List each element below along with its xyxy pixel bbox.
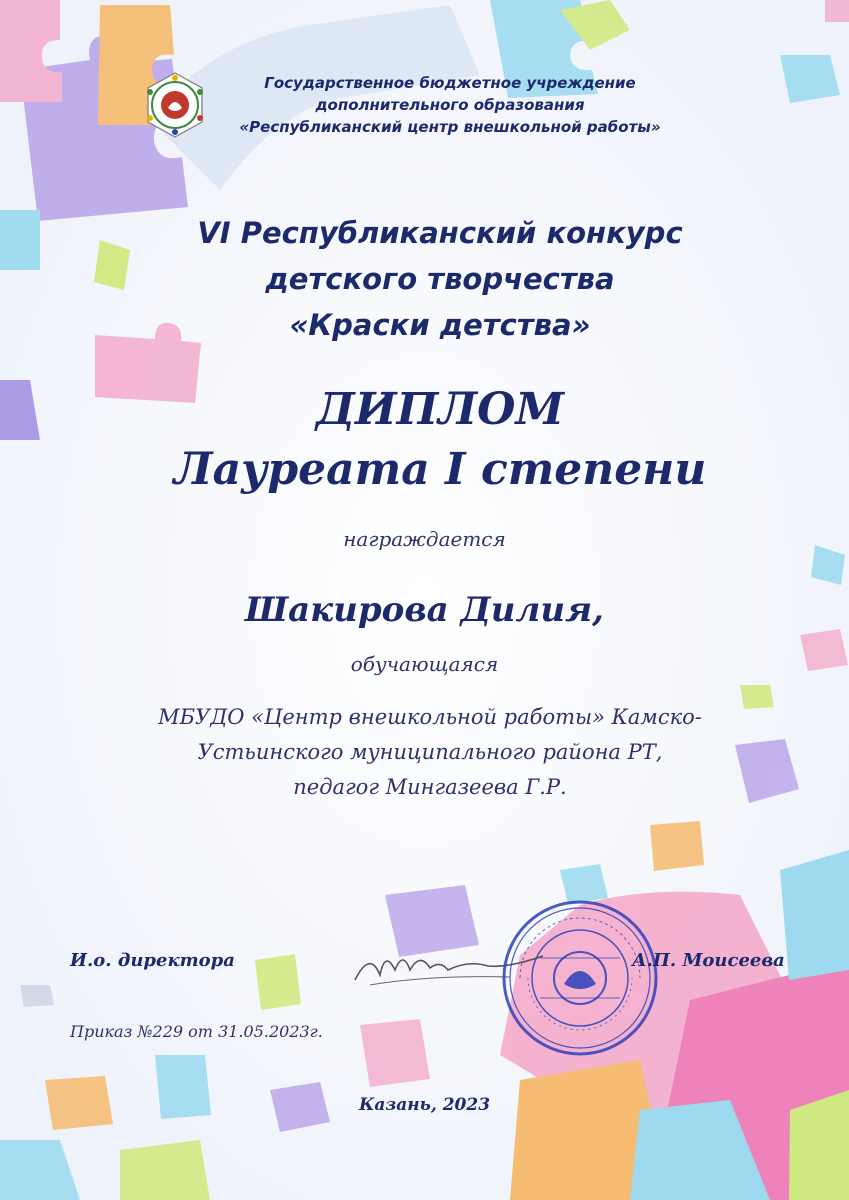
school-line-3: педагог Мингазеева Г.Р. (293, 775, 567, 799)
org-line-1: Государственное бюджетное учреждение (264, 74, 636, 92)
director-name: А.П. Моисеева (632, 950, 785, 971)
school-line-2: Устьинского муниципального района РТ, (197, 740, 663, 764)
director-title: И.о. директора (70, 950, 235, 971)
diploma-heading (40, 380, 840, 500)
diploma-degree: Лауреата I степени (173, 444, 707, 495)
org-line-2: дополнительного образования (315, 96, 585, 114)
org-line-3: «Республиканский центр внешкольной работы» (239, 118, 661, 136)
contest-title (40, 210, 840, 348)
school-line-1: МБУДО «Центр внешкольной работы» Камско- (158, 705, 702, 729)
organization-name (120, 72, 780, 138)
diploma-title: ДИПЛОМ (315, 384, 565, 435)
city-year: Казань, 2023 (358, 1095, 491, 1115)
awarded-label: награждается (343, 527, 506, 551)
contest-line-2: детского творчества (265, 262, 615, 296)
official-stamp-icon (500, 898, 660, 1058)
recipient-name: Шакирова Дилия, (245, 590, 604, 630)
order-reference: Приказ №229 от 31.05.2023г. (70, 1022, 323, 1041)
contest-line-3: «Краски детства» (289, 308, 591, 342)
recipient-school (70, 700, 790, 805)
recipient-status: обучающаяся (350, 652, 499, 676)
contest-line-1: VI Республиканский конкурс (197, 216, 683, 250)
